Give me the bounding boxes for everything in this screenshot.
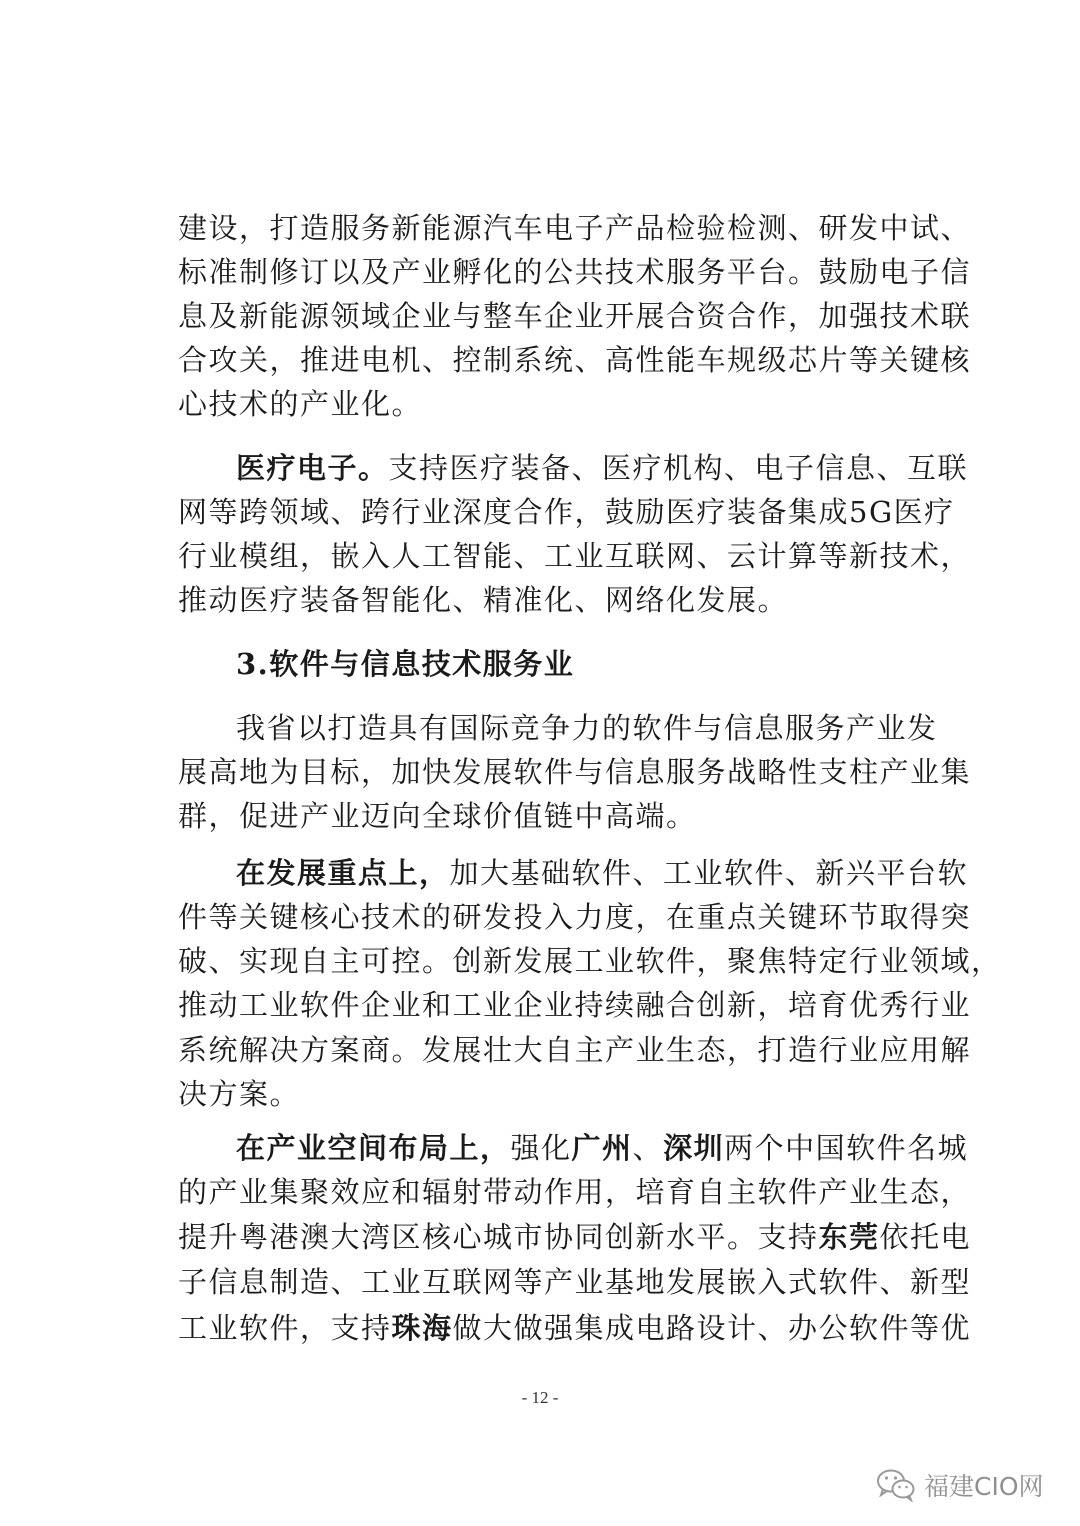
- medical-lead: 医疗电子。: [236, 451, 389, 485]
- body-line: 合攻关，推进电机、控制系统、高性能车规级芯片等关键核: [178, 343, 972, 377]
- focus-lead: 在发展重点上，: [236, 856, 450, 890]
- layout-text: 强化: [510, 1131, 572, 1165]
- layout-text: 提升粤港澳大湾区核心城市协同创新水平。支持: [178, 1220, 819, 1254]
- body-line: 决方案。: [178, 1077, 301, 1111]
- body-line: 展高地为目标，加快发展软件与信息服务战略性支柱产业集: [178, 755, 972, 789]
- layout-text: 工业软件，支持: [178, 1311, 392, 1345]
- city-dongguan: 东莞: [818, 1220, 880, 1254]
- body-line: 的产业集聚效应和辐射带动作用，培育自主软件产业生态，: [178, 1175, 972, 1209]
- body-line: 子信息制造、工业互联网等产业基地发展嵌入式软件、新型: [178, 1265, 972, 1299]
- medical-text: 支持医疗装备、医疗机构、电子信息、互联: [388, 451, 969, 485]
- wechat-icon: [876, 1468, 916, 1502]
- layout-lead: 在产业空间布局上，: [236, 1131, 511, 1165]
- body-line: [178, 1308, 972, 1348]
- body-line: 我省以打造具有国际竞争力的软件与信息服务产业发: [236, 711, 938, 745]
- layout-paragraph-first-line: [236, 1128, 969, 1168]
- body-line: 行业模组，嵌入人工智能、工业互联网、云计算等新技术，: [178, 539, 972, 573]
- body-line: 破、实现自主可控。创新发展工业软件，聚焦特定行业领域，: [178, 944, 1002, 978]
- medical-paragraph-first-line: [236, 448, 969, 488]
- city-guangzhou: 广州: [571, 1131, 633, 1165]
- body-line: 推动工业软件企业和工业企业持续融合创新，培育优秀行业: [178, 988, 972, 1022]
- body-line: 标准制修订以及产业孵化的公共技术服务平台。鼓励电子信: [178, 255, 972, 289]
- separator: 、: [632, 1131, 664, 1165]
- page-number: - 12 -: [521, 1388, 559, 1407]
- body-line: 群，促进产业迈向全球价值链中高端。: [178, 799, 697, 833]
- body-line: [178, 1217, 972, 1257]
- layout-text: 做大做强集成电路设计、办公软件等优: [452, 1311, 972, 1345]
- body-line: 推动医疗装备智能化、精准化、网络化发展。: [178, 583, 789, 617]
- body-line: 网等跨领域、跨行业深度合作，鼓励医疗装备集成5G医疗: [178, 495, 955, 529]
- watermark-text: 福建CIO网: [924, 1472, 1044, 1501]
- layout-text: 两个中国软件名城: [724, 1131, 969, 1165]
- body-line: 心技术的产业化。: [178, 387, 423, 421]
- body-line: 系统解决方案商。发展壮大自主产业生态，打造行业应用解: [178, 1033, 972, 1067]
- watermark: [876, 1465, 1044, 1505]
- layout-text: 依托电: [879, 1220, 972, 1254]
- city-shenzhen: 深圳: [663, 1131, 725, 1165]
- body-line: 息及新能源领域企业与整车企业开展合资合作，加强技术联: [178, 299, 972, 333]
- body-line: 件等关键核心技术的研发投入力度，在重点关键环节取得突: [178, 900, 972, 934]
- focus-text: 加大基础软件、工业软件、新兴平台软: [449, 856, 969, 890]
- section-heading: 3.软件与信息技术服务业: [236, 647, 575, 681]
- body-line: 建设，打造服务新能源汽车电子产品检验检测、研发中试、: [178, 211, 972, 245]
- city-zhuhai: 珠海: [391, 1311, 453, 1345]
- focus-paragraph-first-line: [236, 853, 969, 893]
